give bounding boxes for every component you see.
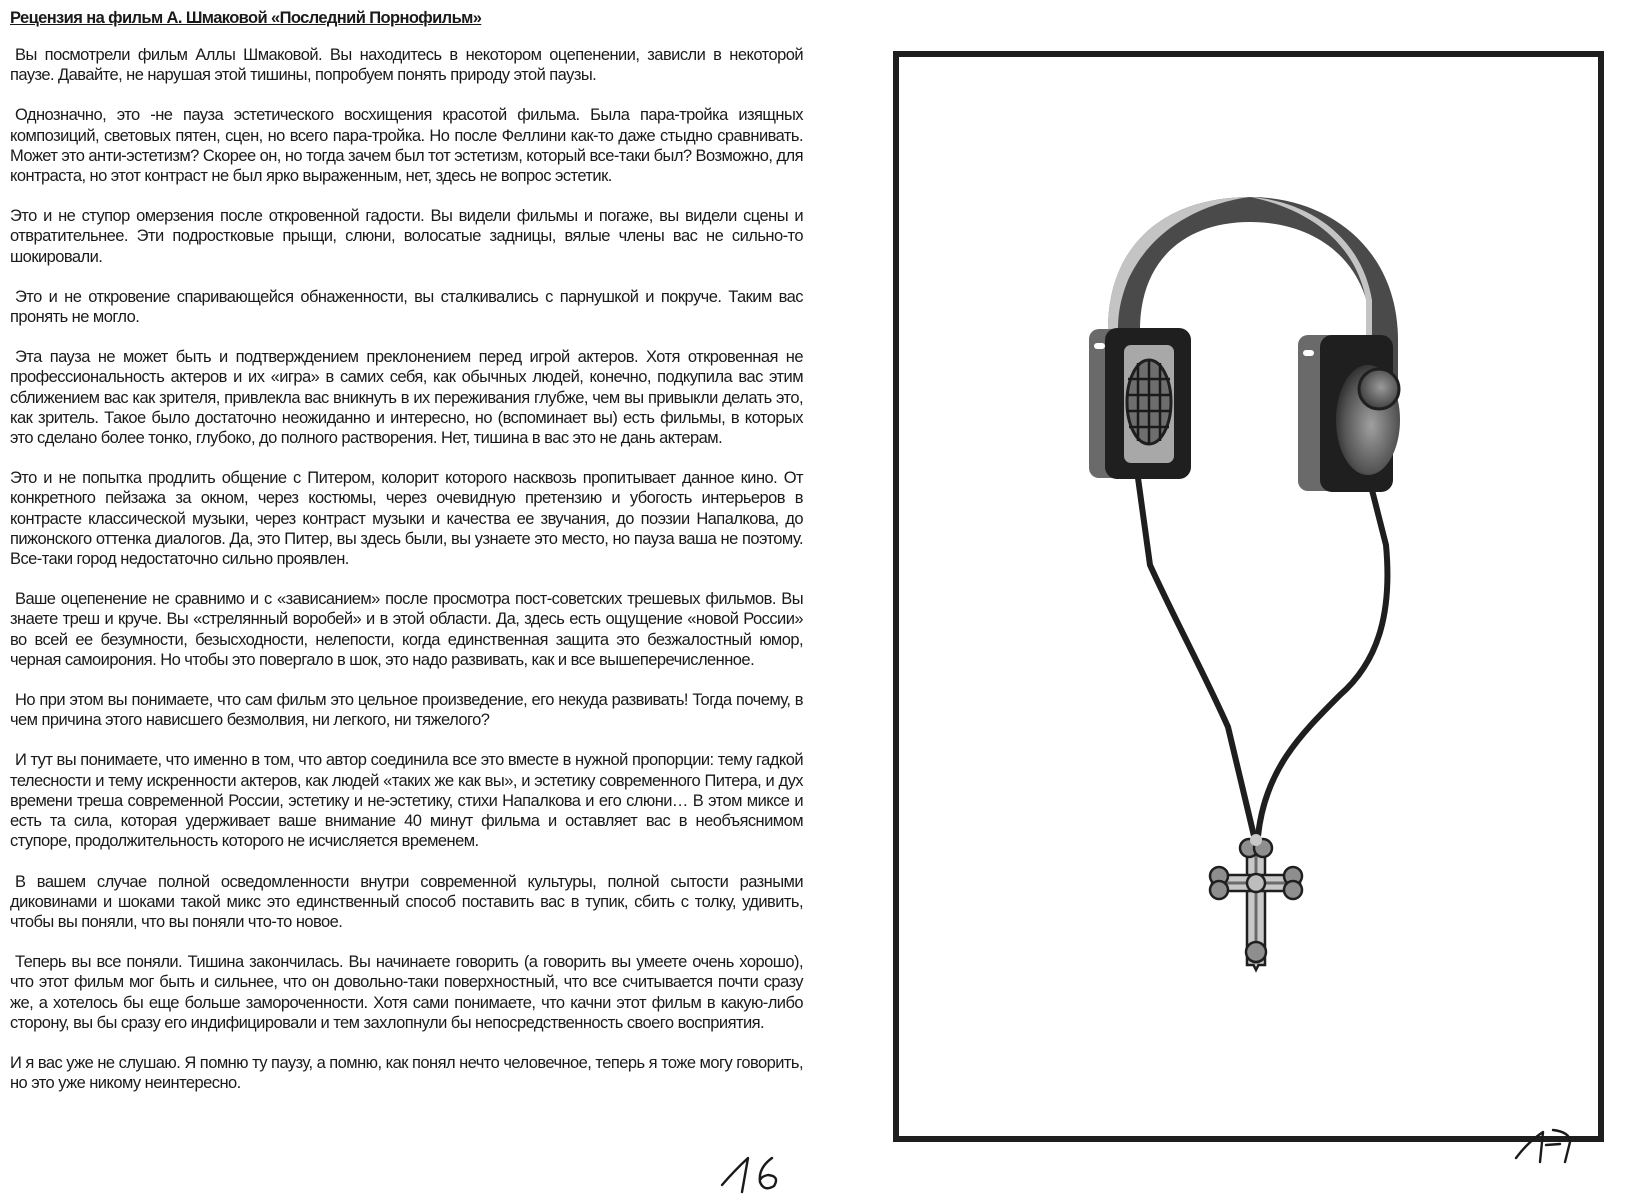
- page-number-17: [1516, 1130, 1570, 1162]
- paragraph: Это и не откровение спаривающейся обнаженности, вы сталкивались с парнушкой и покруче. Таким вас пронять не могло.: [10, 287, 803, 327]
- paragraph: Ваше оцепенение не сравнимо и с «зависанием» после просмотра пост-советских трешевых фильмов. Вы знаете треш и круче. Вы «стрелянный воробей» и в этой области. Да, здесь есть ощущение «новой России» во всей ее безумности, безысходности, нелепости, когда единственная защита это безжалостный юмор, черная самоирония. Но чтобы это повергало в шок, это надо развивать, как и все вышеперечисленное.: [10, 590, 803, 669]
- paragraph: Однозначно, это -не пауза эстетического восхищения красотой фильма. Была пара-тройка изящных композиций, световых пятен, сцен, но всего пара-тройка. Но после Феллини как-то даже стыдно сравнивать. Может это анти-эстетизм? Скорее он, но тогда зачем был тот эстетизм, который все-таки был? Возможно, для контраста, но этот контраст не был ярко выраженным, нет, здесь не вопрос эстетик.: [10, 106, 803, 186]
- paragraph: В вашем случае полной осведомленности внутри современной культуры, полной сытости разными диковинами и шоками такой микс это единственный способ поставить вас в тупик, сбить с толку, удивить, чтобы вы поняли, что вы поняли что-то новое.: [10, 872, 803, 931]
- review-title: Рецензия на фильм А. Шмаковой «Последний Порнофильм»: [10, 9, 482, 27]
- paragraph: Это и не ступор омерзения после откровенной гадости. Вы видели фильмы и погаже, вы видели сцены и отвратительнее. Эти подростковые прыщи, слюни, волосатые задницы, вялые члены вас не сильно-то шокировали.: [10, 207, 803, 266]
- cross-pendant-icon: [1210, 834, 1302, 970]
- paragraph: И тут вы понимаете, что именно в том, что автор соединила все это вместе в нужной пропорции: тему гадкой телесности и тему искренности актеров, как людей «таких же как вы», и эстетику современного Питера, и дух времени треша современной России, эстетику и не-эстетику, стихи Напалкова и его слюни… В этом миксе и есть та сила, которая удерживает ваше внимание 40 минут фильма и оставляет вас в необъяснимом ступоре, продолжительность которого не исчисляется временем.: [10, 751, 803, 851]
- paragraph: Эта пауза не может быть и подтверждением преклонением перед игрой актеров. Хотя откровенная не профессиональность актеров и их «игра» в самих себя, как обычных людей, конечно, подкупила вас этим сближением вас как зрителя, привлекла вас вникнуть в их переживания глубже, чем вы привыкли делать это, как зритель. Такое было достаточно неожиданно и интересно, но (вспоминает вы) есть фильмы, в которых это сделано более тонко, глубоко, до полного растворения. Нет, тишина в вас это не дань актерам.: [10, 348, 803, 448]
- left-ear-cup: [1089, 328, 1191, 479]
- right-ear-cup: [1298, 335, 1400, 492]
- cable-right: [1258, 490, 1387, 836]
- paragraph: Теперь вы все поняли. Тишина закончилась. Вы начинаете говорить (а говорить вы умеете очень хорошо), что этот фильм мог быть и сильнее, что он довольно-таки поверхностный, что все считывается почти сразу же, а хотелось бы еще больше замороченности. Хотя сами понимаете, что качни этот фильм в какую-либо сторону, вы бы сразу его индифицировали и тем захлопнули бы непосредственность своего восприятия.: [10, 953, 803, 1032]
- paragraph: Вы посмотрели фильм Аллы Шмаковой. Вы находитесь в некотором оцепенении, зависли в некоторой паузе. Давайте, не нарушая этой тишины, попробуем понять природу этой паузы.: [10, 46, 803, 85]
- cable-left: [1138, 478, 1254, 836]
- paragraph: Это и не попытка продлить общение с Питером, колорит которого насквозь пропитывает данное кино. От конкретного пейзажа за окном, через костюмы, через очевидную претензию и убогость интерьеров в контрасте классической музыки, через контраст музыки и качества ее звучания, до поэзии Напалкова, до пижонского оттенка диалогов. Да, это Питер, вы здесь были, вы узнаете это место, но пауза ваша не поэтому. Все-таки город недостаточно сильно проявлен.: [10, 469, 803, 569]
- paragraph: И я вас уже не слушаю. Я помню ту паузу, а помню, как понял нечто человечное, теперь я тоже могу говорить, но это уже никому неинтересно.: [10, 1053, 803, 1093]
- paragraph: Но при этом вы понимаете, что сам фильм это цельное произведение, его некуда развивать! Тогда почему, в чем причина этого нависшего безмолвия, ни легкого, ни тяжелого?: [10, 691, 803, 730]
